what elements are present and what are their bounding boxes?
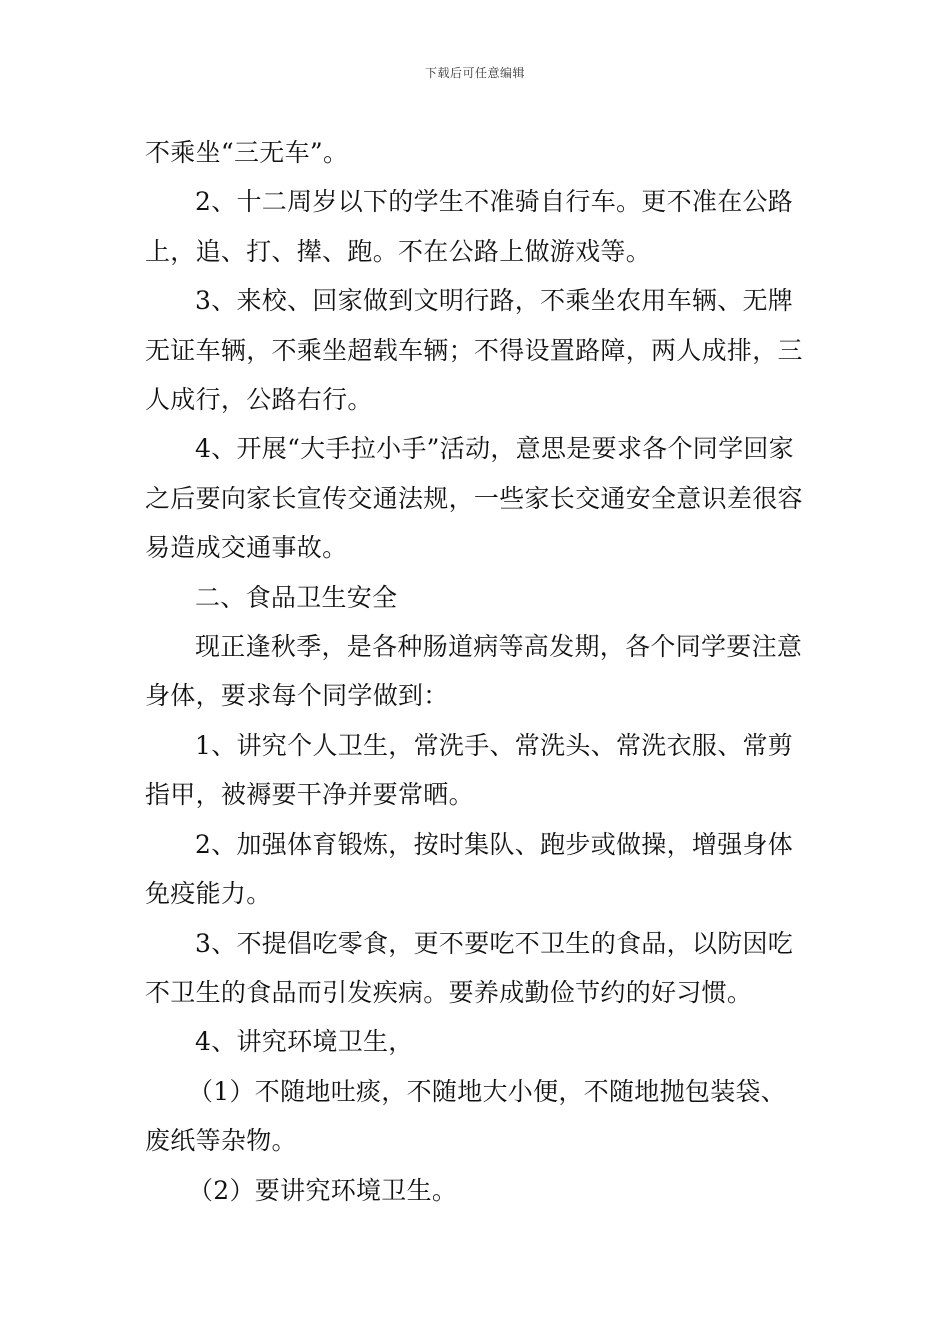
section-heading-food-safety: 二、食品卫生安全 [195, 582, 398, 612]
paragraph-1: 不乘坐“三无车”。 [145, 138, 349, 167]
paragraph-10: 4、讲究环境卫生， [195, 1027, 414, 1057]
paragraph-7: 1、讲究个人卫生，常洗手、常洗头、常洗衣服、常剪指甲，被褥要干净并要常晒。 [145, 730, 794, 810]
page-header: 下载后可任意编辑 [424, 66, 525, 80]
paragraph-8: 2、加强体育锻炼，按时集队、跑步或做操，增强身体免疫能力。 [145, 829, 794, 909]
paragraph-9: 3、不提倡吃零食，更不要吃不卫生的食品，以防因吃不卫生的食品而引发疾病。要养成勤俭节约的好习惯。 [145, 928, 794, 1007]
paragraph-12: （2）要讲究环境卫生。 [188, 1175, 458, 1205]
paragraph-3: 3、来校、回家做到文明行路，不乘坐农用车辆、无牌无证车辆，不乘坐超载车辆；不得设置路障，两人成排，三人成行，公路右行。 [145, 286, 803, 415]
document-body [145, 128, 807, 1215]
paragraph-11: （1）不随地吐痰，不随地大小便，不随地抛包装袋、废纸等杂物。 [145, 1076, 787, 1156]
paragraph-2: 2、十二周岁以下的学生不准骑自行车。更不准在公路上，追、打、撵、跑。不在公路上做游戏等。 [145, 187, 794, 266]
paragraph-4: 4、开展“大手拉小手”活动，意思是要求各个同学回家之后要向家长宣传交通法规，一些家长交通安全意识差很容易造成交通事故。 [145, 434, 803, 563]
paragraph-6: 现正逢秋季，是各种肠道病等高发期，各个同学要注意身体，要求每个同学做到： [145, 632, 803, 711]
